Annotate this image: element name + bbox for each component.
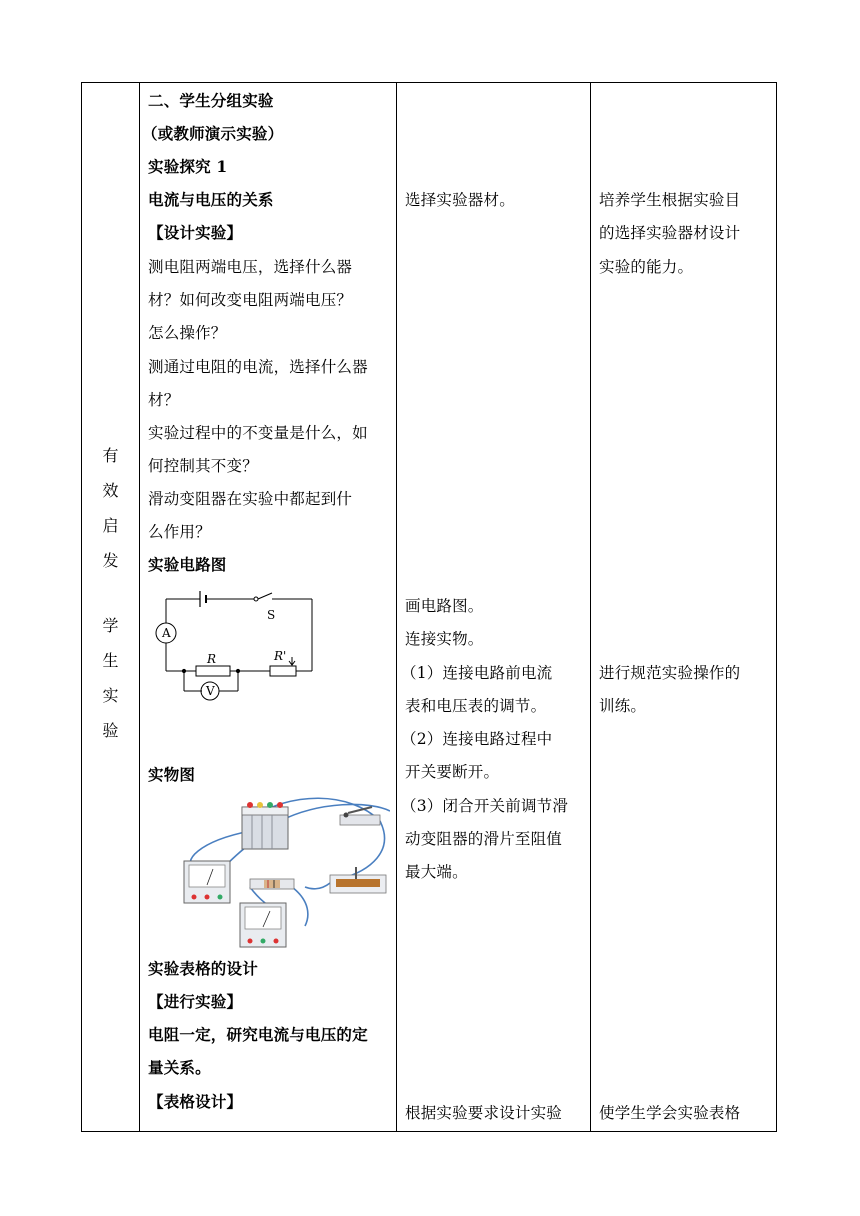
activity-text: （1）连接电路前电流	[401, 664, 553, 682]
section-heading: 二、学生分组实验	[148, 91, 274, 110]
form-design-heading: 【表格设计】	[148, 1092, 243, 1111]
question-text: 么作用？	[148, 523, 211, 541]
circuit-heading: 实验电路图	[148, 555, 227, 574]
circuit-diagram	[150, 587, 320, 707]
resistor-icon	[250, 879, 294, 889]
question-text: 何控制其不变？	[148, 457, 258, 475]
table-design-heading: 实验表格的设计	[148, 959, 258, 978]
activity-text: 表和电压表的调节。	[405, 697, 547, 715]
experiment-topic: 电流与电压的关系	[148, 190, 274, 209]
stage-char: 实	[102, 686, 119, 705]
activity-text: （2）连接电路过程中	[401, 730, 553, 748]
apparatus-heading: 实物图	[148, 765, 196, 784]
design-intent-column	[591, 83, 777, 1132]
intent-text: 的选择实验器材设计	[599, 224, 741, 242]
question-text: 测通过电阻的电流，选择什么器	[148, 358, 368, 376]
rheostat-label: R'	[274, 649, 287, 663]
switch-icon	[340, 807, 380, 825]
activity-text: （3）闭合开关前调节滑	[401, 797, 569, 815]
voltmeter-label: V	[206, 684, 215, 698]
stage-column	[82, 83, 140, 1132]
activity-text: 动变阻器的滑片至阻值	[405, 830, 563, 848]
intent-text: 使学生学会实验表格	[599, 1104, 741, 1122]
intent-text: 训练。	[599, 697, 647, 715]
stage-char: 发	[102, 551, 119, 570]
activity-text: 连接实物。	[405, 630, 484, 648]
intent-text: 实验的能力。	[599, 258, 694, 276]
intent-text: 培养学生根据实验目	[599, 191, 741, 209]
question-text: 测电阻两端电压，选择什么器	[148, 258, 353, 276]
conduct-heading: 【进行实验】	[148, 992, 243, 1011]
design-heading: 【设计实验】	[148, 223, 243, 242]
stage-char: 效	[102, 481, 119, 500]
activity-text: 根据实验要求设计实验	[405, 1104, 563, 1122]
resistor-label: R	[207, 652, 217, 666]
student-activity-column	[397, 83, 591, 1132]
question-text: 怎么操作？	[148, 324, 227, 342]
question-text: 滑动变阻器在实验中都起到什	[148, 490, 353, 508]
rheostat-icon	[330, 867, 386, 893]
stage-char: 有	[102, 446, 119, 465]
stage-char: 启	[102, 516, 119, 535]
intent-text: 进行规范实验操作的	[599, 664, 741, 682]
activity-text: 最大端。	[405, 863, 468, 881]
voltmeter-icon	[240, 903, 286, 947]
activity-text: 选择实验器材。	[405, 191, 515, 209]
content-column	[140, 83, 397, 1132]
ammeter-icon	[184, 861, 230, 903]
conduct-text: 量关系。	[148, 1058, 211, 1077]
stage-char: 学	[102, 616, 119, 635]
apparatus-picture	[180, 791, 390, 951]
activity-text: 画电路图。	[405, 597, 484, 615]
conduct-text: 电阻一定，研究电流与电压的定	[148, 1025, 368, 1044]
table-row	[82, 83, 777, 1132]
switch-label: S	[267, 608, 276, 622]
question-text: 实验过程中的不变量是什么，如	[148, 424, 368, 442]
activity-text: 开关要断开。	[405, 763, 500, 781]
stage-char: 生	[102, 651, 119, 670]
stage-char: 验	[102, 721, 119, 740]
experiment-title: 实验探究 1	[148, 157, 228, 176]
question-text: 材？	[148, 391, 180, 409]
ammeter-label: A	[162, 626, 171, 640]
question-text: 材？如何改变电阻两端电压？	[148, 291, 353, 309]
section-subheading: （或教师演示实验）	[142, 124, 284, 143]
battery-box-icon	[242, 802, 288, 849]
lesson-table	[81, 82, 777, 1132]
